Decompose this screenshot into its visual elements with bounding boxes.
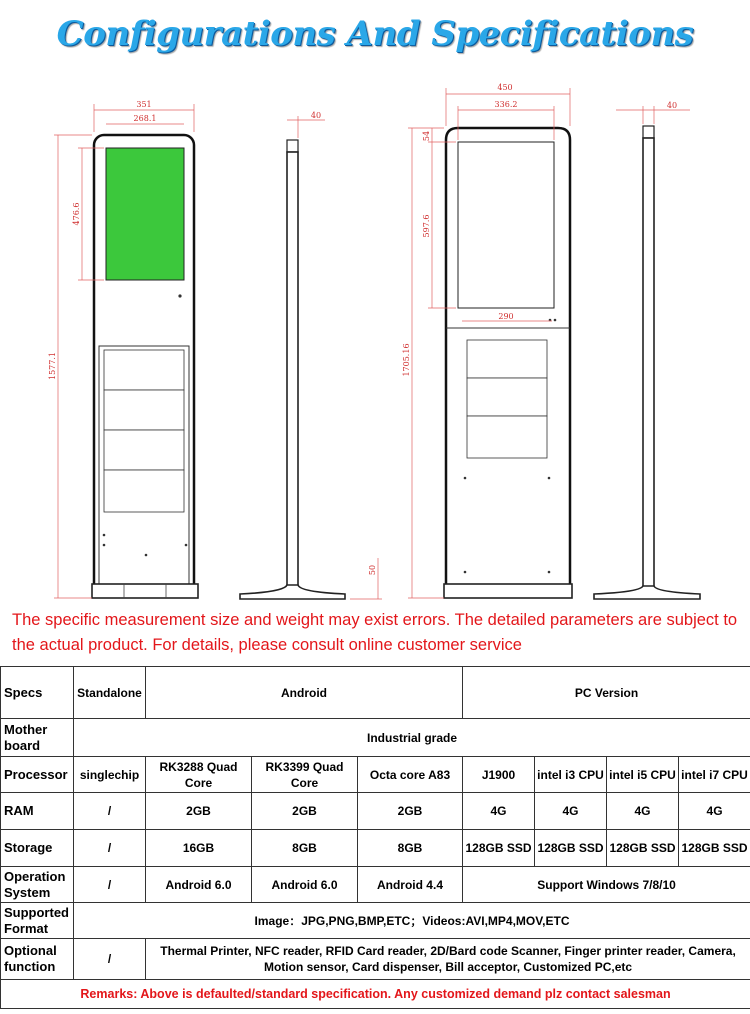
processor-cell: intel i7 CPU: [679, 757, 750, 793]
header-specs: Specs: [1, 667, 74, 719]
page-title: Configurations And Specifications: [56, 14, 694, 54]
processor-cell: intel i3 CPU: [535, 757, 607, 793]
os-cell: Android 6.0: [146, 867, 252, 903]
ram-cell: 2GB: [252, 793, 358, 830]
dim-screen-height-1: 476.6: [72, 202, 81, 226]
storage-cell: 128GB SSD: [463, 830, 535, 867]
header-row: [1, 667, 750, 719]
ram-cell: 2GB: [146, 793, 252, 830]
header-pc-version: PC Version: [463, 667, 750, 719]
storage-cell: 8GB: [358, 830, 463, 867]
processor-cell: singlechip: [74, 757, 146, 793]
processor-cell: RK3288 Quad Core: [146, 757, 252, 793]
dim-depth-1: 40: [310, 111, 322, 120]
header-standalone: Standalone: [74, 667, 146, 719]
optional-standalone-cell: /: [74, 939, 146, 980]
optional-value: Thermal Printer, NFC reader, RFID Card reader, 2D/Bard code Scanner, Finger printer reader, Camera, Motion sensor, Card dispenser, Bill acceptor, Customized PC,etc: [146, 939, 750, 980]
model2-front-view: [444, 128, 572, 598]
os-cell: Android 4.4: [358, 867, 463, 903]
model2-side-view: [594, 101, 700, 599]
technical-drawings: [0, 70, 750, 610]
motherboard-row: [1, 719, 750, 757]
ram-cell: /: [74, 793, 146, 830]
ram-cell: 4G: [463, 793, 535, 830]
disclaimer-notice: The specific measurement size and weight may exist errors. The detailed parameters are subject to the actual product. For details, please consult online customer service: [12, 611, 738, 654]
storage-cell: /: [74, 830, 146, 867]
ram-cell: 4G: [679, 793, 750, 830]
processor-cell: J1900: [463, 757, 535, 793]
optional-row: [1, 939, 750, 980]
storage-cell: 128GB SSD: [535, 830, 607, 867]
format-row: [1, 903, 750, 939]
storage-row: [1, 830, 750, 867]
spec-table: [0, 666, 750, 1009]
processor-cell: intel i5 CPU: [607, 757, 679, 793]
os-row: [1, 867, 750, 903]
os-cell: Android 6.0: [252, 867, 358, 903]
processor-row: [1, 757, 750, 793]
dim-panel-width-2: 290: [498, 312, 514, 321]
storage-cell: 128GB SSD: [607, 830, 679, 867]
dim-width-2: 450: [497, 83, 513, 92]
ram-row: [1, 793, 750, 830]
storage-cell: 128GB SSD: [679, 830, 750, 867]
processor-label: Processor: [1, 757, 74, 793]
remarks-text: Remarks: Above is defaulted/standard specification. Any customized demand plz contact salesman: [1, 980, 750, 1009]
motherboard-value: Industrial grade: [74, 719, 750, 757]
dim-base-height-1: 50: [368, 564, 377, 576]
format-value: Image：JPG,PNG,BMP,ETC；Videos:AVI,MP4,MOV,ETC: [74, 903, 750, 939]
motherboard-label: Mother board: [1, 719, 74, 757]
ram-cell: 4G: [607, 793, 679, 830]
ram-cell: 2GB: [358, 793, 463, 830]
processor-cell: Octa core A83: [358, 757, 463, 793]
format-label: Supported Format: [1, 903, 74, 939]
model1-side-view: [240, 111, 382, 599]
optional-label: Optional function: [1, 939, 74, 980]
ram-cell: 4G: [535, 793, 607, 830]
ram-label: RAM: [1, 793, 74, 830]
dim-screen-height-2: 597.6: [422, 214, 431, 238]
header-android: Android: [146, 667, 463, 719]
model1-front-view: [92, 135, 198, 598]
dim-top-margin-2: 54: [422, 130, 431, 142]
dim-depth-2: 40: [666, 101, 678, 110]
remarks-row: [1, 980, 750, 1009]
storage-label: Storage: [1, 830, 74, 867]
dim-width-1: 351: [136, 100, 152, 109]
processor-cell: RK3399 Quad Core: [252, 757, 358, 793]
dim-total-height-2: 1705.16: [402, 343, 411, 377]
dim-total-height-1: 1577.1: [48, 352, 57, 380]
os-pc-cell: Support Windows 7/8/10: [463, 867, 750, 903]
storage-cell: 8GB: [252, 830, 358, 867]
os-label: Operation System: [1, 867, 74, 903]
dim-screen-width-2: 336.2: [494, 100, 518, 109]
storage-cell: 16GB: [146, 830, 252, 867]
os-cell: /: [74, 867, 146, 903]
dim-screen-width-1: 268.1: [133, 114, 157, 123]
